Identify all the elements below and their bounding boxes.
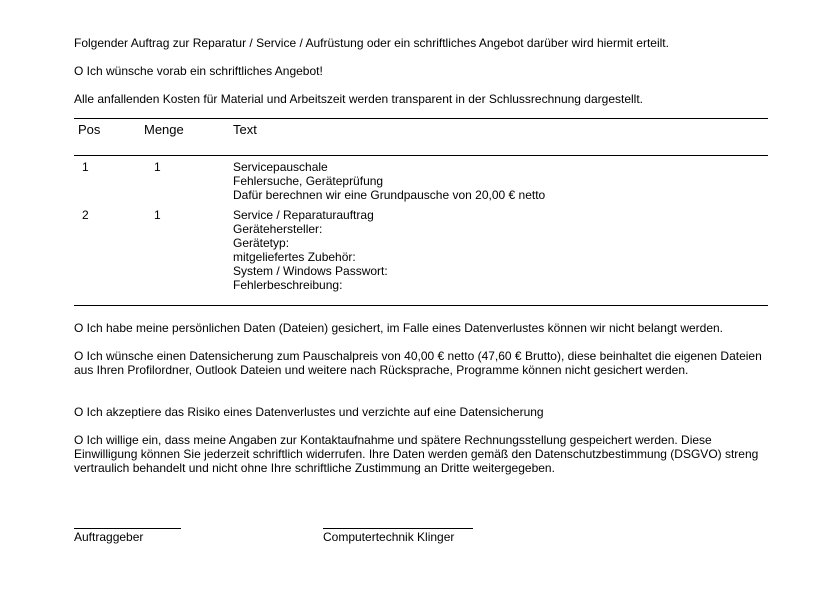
row-2-menge: 1	[154, 208, 161, 222]
row-2-pos: 2	[82, 208, 89, 222]
consent-paragraph: O Ich willige ein, dass meine Angaben zur Kontaktaufnahme und spätere Rechnungsstellung gespeichert werden. Diese Einwilligung können Sie jederzeit schriftlich widerrufen. Ihre Daten werden gemäß den Datenschutzbestimmung (DSGVO) streng vertraulich behandelt und nicht ohne Ihre schriftliche Zustimmung an Dritte weitergegeben.	[74, 433, 759, 475]
row-2-text-line: Gerätetyp:	[233, 236, 290, 250]
intro-line-2-offer-option: O Ich wünsche vorab ein schriftliches Angebot!	[74, 64, 323, 78]
row-1-text	[233, 160, 545, 202]
table-bottom-rule	[74, 305, 768, 306]
row-1-text-line: Dafür berechnen wir eine Grundpausche von 20,00 € netto	[233, 188, 546, 202]
table-header-rule	[74, 155, 768, 156]
signature-label-company: Computertechnik Klinger	[323, 530, 455, 544]
row-2-text-line: Gerätehersteller:	[233, 222, 323, 236]
signature-line-client	[74, 528, 181, 529]
row-2-text-line: System / Windows Passwort:	[233, 264, 388, 278]
table-top-rule	[74, 118, 768, 119]
row-2-text-line: Fehlerbeschreibung:	[233, 278, 343, 292]
signature-label-client: Auftraggeber	[74, 530, 144, 544]
intro-line-3: Alle anfallenden Kosten für Material und Arbeitszeit werden transparent in der Schlussrechnung dargestellt.	[74, 92, 643, 106]
row-1-text-line: Servicepauschale	[233, 160, 328, 174]
row-1-pos: 1	[82, 160, 89, 174]
signature-line-company	[323, 528, 473, 529]
option-risk-accept: O Ich akzeptiere das Risiko eines Datenverlustes und verzichte auf eine Datensicherung	[74, 405, 544, 419]
row-2-text	[233, 208, 388, 292]
header-menge: Menge	[144, 122, 184, 137]
row-2-text-line: mitgeliefertes Zubehör:	[233, 250, 356, 264]
intro-line-1: Folgender Auftrag zur Reparatur / Service / Aufrüstung oder ein schriftliches Angebot darüber wird hiermit erteilt.	[74, 36, 669, 50]
row-1-text-line: Fehlersuche, Geräteprüfung	[233, 174, 384, 188]
row-2-text-line: Service / Reparaturauftrag	[233, 208, 374, 222]
row-1-menge: 1	[154, 160, 161, 174]
header-text: Text	[233, 122, 257, 137]
option-backup-done: O Ich habe meine persönlichen Daten (Dateien) gesichert, im Falle eines Datenverlustes können wir nicht belangt werden.	[74, 321, 724, 335]
header-pos: Pos	[78, 122, 101, 137]
option-backup-paid: O Ich wünsche einen Datensicherung zum Pauschalpreis von 40,00 € netto (47,60 € Brutto), diese beinhaltet die eigenen Dateien aus Ihren Profilordner, Outlook Dateien und weitere nach Rücksprache, Programme können nicht gesichert werden.	[74, 349, 762, 377]
